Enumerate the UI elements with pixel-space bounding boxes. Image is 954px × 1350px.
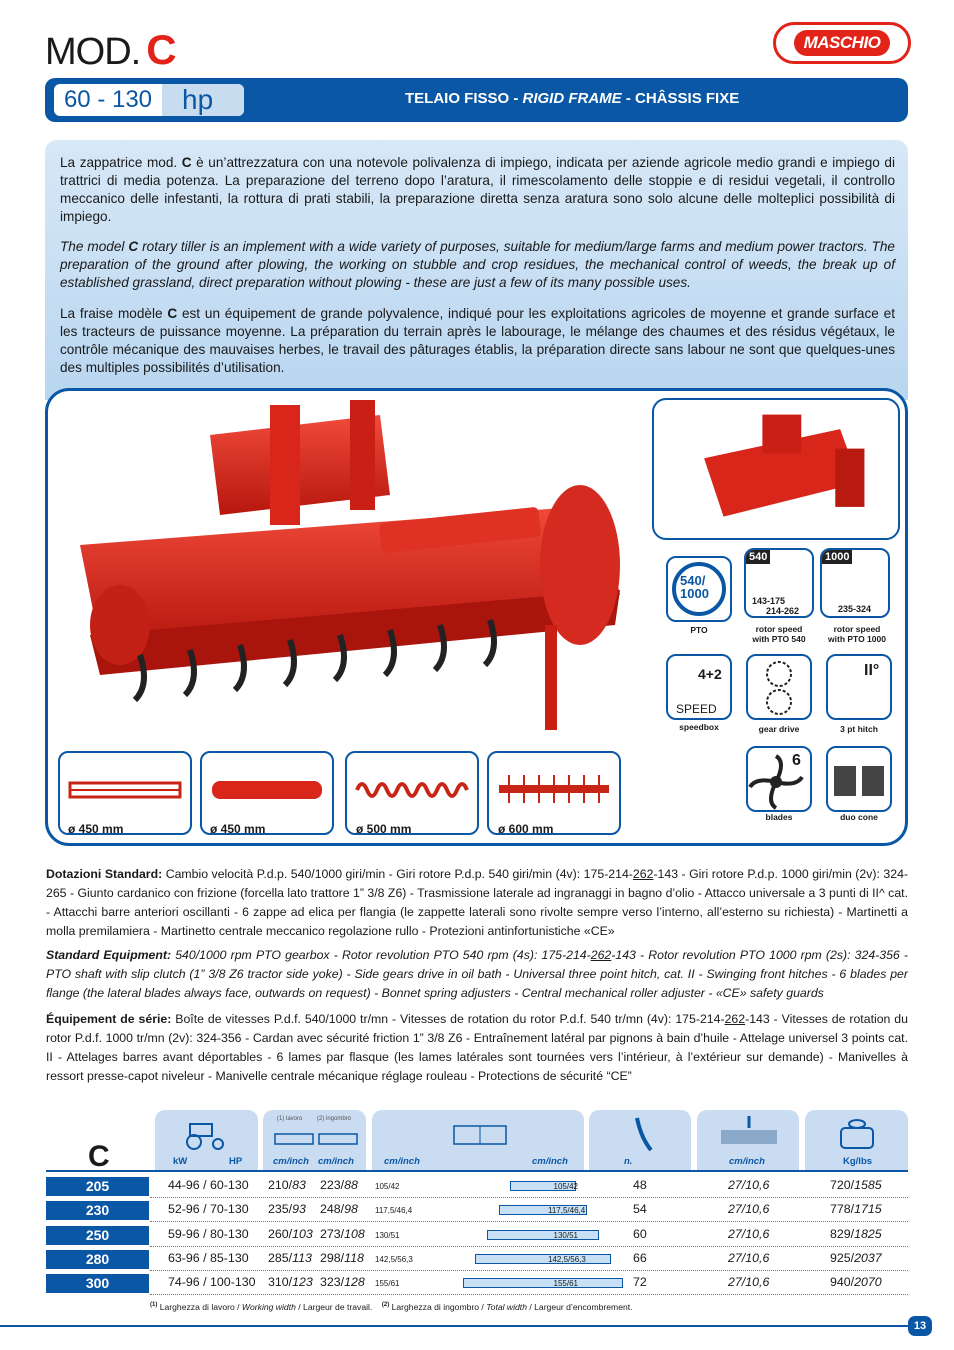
rotor-speed-1000-badge: 1000	[822, 550, 852, 564]
table-row	[150, 1198, 908, 1222]
weight-cell: 778/1715	[830, 1202, 882, 1217]
gear-drive-icon	[746, 654, 812, 720]
working-width-cell: 210/83	[268, 1178, 306, 1192]
table-model-cell: 280	[46, 1250, 149, 1269]
rotary-tiller-thumbnail[interactable]	[652, 398, 900, 540]
header-power	[155, 1110, 258, 1170]
roller-1-label: ø 450 mm	[68, 822, 124, 836]
header-weight	[805, 1110, 908, 1170]
intro-en: The model C rotary tiller is an implement with a wide variety of purposes, suitable for medium/large farms and medium power tractors. The preparation of the ground after plowing, the working on stubble and crop residues, the mechanical control of weeds, the break up of established grassland, direct preparation without plowing - these are just a few of its many possible uses.	[60, 239, 895, 290]
table-rule	[46, 1170, 908, 1172]
header-blades	[589, 1110, 691, 1170]
span-right-cell: 142,5/56,3	[548, 1254, 586, 1264]
table-model-cell: 300	[46, 1274, 149, 1293]
header-cm2: cm/inch	[318, 1156, 354, 1167]
weight-icon	[837, 1116, 877, 1150]
frame-title: TELAIO FISSO - RIGID FRAME - CHÂSSIS FIXE	[405, 90, 740, 107]
table-model-cell: 250	[46, 1226, 149, 1245]
table-row	[150, 1223, 908, 1247]
table-model-cell: 205	[46, 1177, 149, 1196]
rotor-speed-1000-icon	[820, 548, 890, 618]
table-model-letter: C	[88, 1140, 110, 1173]
span-left-cell: 105/42	[375, 1182, 400, 1191]
rotor-speed-540-values-a: 143-175	[752, 596, 786, 606]
rotor-speed-540-icon	[744, 548, 814, 618]
working-width-cell: 235/93	[268, 1202, 306, 1217]
working-width-cell: 260/103	[268, 1226, 313, 1241]
rotor-speed-1000-label: rotor speed with PTO 1000	[828, 624, 886, 644]
rotor-speed-1000-values: 235-324	[838, 604, 872, 614]
span-left-cell: 142,5/56,3	[375, 1254, 413, 1264]
duo-cone-label: duo cone	[840, 812, 878, 822]
header-w1-note: (1) lavoro	[277, 1116, 303, 1122]
hp-range: 60 - 130	[63, 86, 153, 113]
hp-unit: hp	[162, 84, 244, 116]
header-weight-unit: Kg/lbs	[843, 1156, 873, 1167]
depth-cell: 27/10,6	[728, 1250, 770, 1265]
weight-cell: 940/2070	[830, 1275, 882, 1290]
rotor-speed-540-badge: 540	[746, 550, 770, 564]
header-span-right: cm/inch	[532, 1156, 568, 1167]
total-width-cell: 298/118	[320, 1250, 364, 1265]
standard-fr: Équipement de série: Boîte de vitesses P.d.f. 540/1000 tr/mn - Vitesses de rotation du rotor P.d.f. 540 tr/mn (4v): 175-214-262-143 - Vitesses de rotation du rotor P.d.f. 1000 tr/mn (2v): 324-356 - Cardan avec sécurité friction 1” 3/8 Z6 - Entraînement latéral par pignons à bain d’huile - Attelage universel 3 points cat. II - Attelages barres avant déportables - 6 lames par flasque (les lames latérales sont tournées vers l’intérieur, à l’extérieur sur demande) - Manivelles à ressort presse-capot niveleur - Manivelle centrale mécanique réglage rouleau - Protections de sécurité “CE”	[46, 1012, 908, 1083]
working-width-cell: 310/123	[268, 1275, 313, 1290]
span-right-cell: 105/42	[553, 1182, 578, 1191]
span-right-cell: 117,5/46,4	[548, 1206, 586, 1216]
width-diagram-icon	[271, 1126, 361, 1152]
standard-en: Standard Equipment: 540/1000 rpm PTO gearbox - Rotor revolution PTO 540 rpm (4s): 175-214-262-143 - Rotor revolution PTO 1000 rpm (2s): 324-356 - PTO shaft with slip clutch (1” 3/8 Z6 tractor side yoke) - Side gears drive in oil bath - Universal three point hitch, cat. II - Swinging front hitches - 6 blades per flange (the lateral blades always face, outwards on request) - Bonnet spring adjusters - Central mechanical roller adjuster - «CE» safety guards	[46, 948, 909, 1000]
table-row	[150, 1247, 908, 1271]
blades-cell: 66	[633, 1250, 647, 1265]
weight-cell: 829/1825	[830, 1226, 882, 1241]
rotor-speed-540-label: rotor speed with PTO 540	[752, 624, 806, 644]
span-diagram-icon	[450, 1120, 510, 1150]
header-cm1: cm/inch	[273, 1156, 309, 1167]
total-width-cell: 273/108	[320, 1226, 365, 1241]
intro-fr: La fraise modèle C est un équipement de grande polyvalence, indiqué pour les exploitations agricoles de moyenne et grande surface et les tracteurs de puissance moyenne. La préparation du terrain après le labourage, le mélange des chaumes et des résidus végétaux, le contrôle mécanique des mauvaises herbes, le travail des pâturages établis, la préparation directe sans labour ne sont que quelques-unes des multiples possibilités d’utilisation.	[60, 306, 895, 375]
three-point-hitch-icon	[826, 654, 892, 720]
span-left-cell: 155/61	[375, 1279, 400, 1289]
blades-icon	[746, 746, 812, 812]
tractor-icon	[180, 1116, 230, 1150]
span-bar	[475, 1254, 611, 1264]
header-span-left: cm/inch	[384, 1156, 420, 1167]
header-depth-unit: cm/inch	[729, 1156, 765, 1167]
blades-cell: 48	[633, 1178, 647, 1192]
rotary-tiller-image	[60, 395, 645, 750]
standard-it: Dotazioni Standard: Cambio velocità P.d.p. 540/1000 giri/min - Giri rotore P.d.p. 540 giri/min (4v): 175-214-262-143 - Giri rotore P.d.p. 1000 giri/min (2v): 324-265 - Giunto cardanico con frizione (forcella lato trattore 1” 3/8 Z6) - Trasmissione laterale ad ingranaggi in bagno d’olio - Attacco universale a 3 punti di II^ cat. - Attacchi barre anteriori oscillanti - 6 zappe ad elica per flangia (le zappette laterali sono rivolte sempre verso l’interno, all’esterno su richiesta) - Martinetti a molla premilamiera - Martinetto centrale meccanico regolazione rullo - Protezioni antinfortunistiche «CE»	[46, 867, 909, 938]
span-left-cell: 130/51	[375, 1230, 400, 1240]
span-right-cell: 155/61	[553, 1279, 578, 1289]
header-kw: kW	[173, 1156, 188, 1167]
blades-cell: 72	[633, 1275, 647, 1290]
table-row	[150, 1174, 908, 1198]
speedbox-value: 4+2	[698, 666, 722, 682]
header-span	[372, 1110, 584, 1170]
blade-shape-icon	[629, 1116, 659, 1154]
roller-4-label: ø 600 mm	[498, 822, 554, 836]
bottom-rule	[0, 1325, 908, 1327]
three-point-hitch-label: 3 pt hitch	[840, 724, 878, 734]
speedbox-label: speedbox	[679, 722, 719, 732]
power-cell: 44-96 / 60-130	[168, 1178, 249, 1192]
duo-cone-icon	[826, 746, 892, 812]
power-cell: 59-96 / 80-130	[168, 1226, 249, 1241]
header-w2-note: (2) ingombro	[317, 1116, 352, 1122]
depth-diagram-icon	[717, 1114, 781, 1150]
power-cell: 74-96 / 100-130	[168, 1275, 256, 1290]
blades-label: blades	[765, 812, 793, 822]
weight-cell: 925/2037	[830, 1250, 882, 1265]
header-width	[263, 1110, 366, 1170]
intro-it: La zappatrice mod. C è un’attrezzatura con una notevole polivalenza di impiego, indicata per aziende agricole medio grandi e impiego di trattrici di media potenza. La preparazione del terreno dopo l’aratura, il rimescolamento delle stoppie e di residui vegetali, il controllo meccanico delle infestanti, la rottura di prati stabili, la preparazione diretta senza aratura sono solo alcune delle molteplici possibilità di impiego.	[60, 155, 896, 224]
blades-cell: 60	[633, 1226, 647, 1241]
hitch-value: II°	[864, 662, 880, 679]
speedbox-icon	[666, 654, 732, 720]
roller-3-label: ø 500 mm	[356, 822, 412, 836]
gear-drive-label: gear drive	[758, 724, 800, 734]
hp-range-box	[54, 84, 244, 116]
total-width-cell: 248/98	[320, 1202, 358, 1217]
header-hp: HP	[229, 1156, 243, 1167]
depth-cell: 27/10,6	[728, 1275, 770, 1290]
total-width-cell: 223/88	[320, 1178, 358, 1192]
header-depth	[697, 1110, 799, 1170]
span-bar	[463, 1278, 623, 1288]
footnotes: $^{(1)}$ Larghezza di lavoro / Working width / Largeur de travail. $^{(2)}$ Larghezza di ingombro / Total width / Largeur d’encombrement.	[150, 1302, 633, 1312]
power-cell: 52-96 / 70-130	[168, 1202, 249, 1217]
table-row	[150, 1271, 908, 1295]
pto-value: 540/ 1000	[680, 573, 709, 601]
page-number: 13	[908, 1316, 932, 1336]
pto-icon	[666, 556, 732, 622]
depth-cell: 27/10,6	[728, 1226, 770, 1241]
speedbox-word: SPEED	[676, 702, 717, 716]
blades-value: 6	[792, 752, 801, 769]
table-model-cell: 230	[46, 1201, 149, 1220]
model-title: MOD. C	[45, 26, 176, 73]
span-left-cell: 117,5/46,4	[375, 1206, 413, 1216]
depth-cell: 27/10,6	[728, 1202, 770, 1217]
weight-cell: 720/1585	[830, 1178, 882, 1192]
maschio-logo[interactable]: MASCHIO	[773, 22, 911, 64]
roller-2-label: ø 450 mm	[210, 822, 266, 836]
working-width-cell: 285/113	[268, 1250, 312, 1265]
power-cell: 63-96 / 85-130	[168, 1250, 249, 1265]
header-n: n.	[624, 1156, 633, 1167]
blades-cell: 54	[633, 1202, 647, 1217]
pto-label: PTO	[690, 625, 708, 635]
depth-cell: 27/10,6	[728, 1178, 770, 1192]
span-bar	[487, 1230, 599, 1240]
span-right-cell: 130/51	[553, 1230, 578, 1240]
rotor-speed-540-values-b: 214-262	[766, 606, 800, 616]
total-width-cell: 323/128	[320, 1275, 365, 1290]
